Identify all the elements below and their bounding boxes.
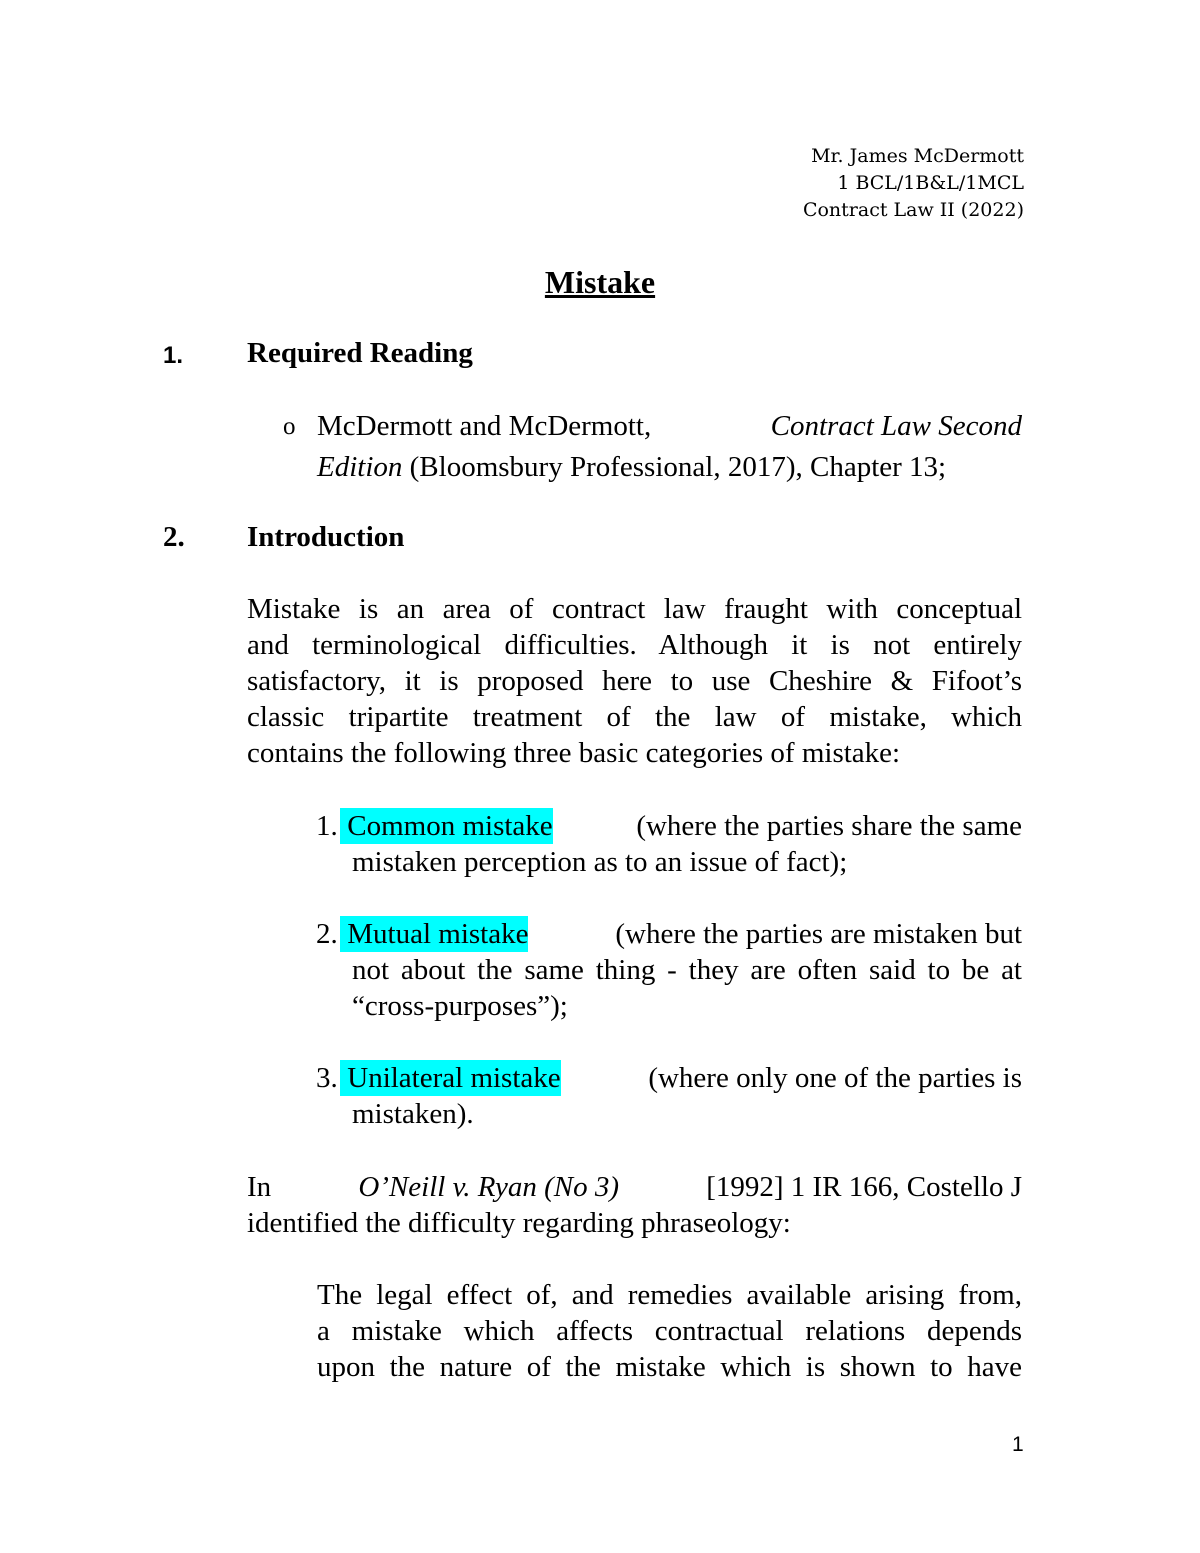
category-number: 2. xyxy=(316,918,338,950)
category-term: Unilateral mistake xyxy=(340,1060,561,1096)
category-line xyxy=(340,1060,1022,1096)
intro-line: satisfactory, it is proposed here to use Cheshire & Fifoot’s xyxy=(247,665,1022,697)
case-citation: [1992] 1 IR 166, Costello J xyxy=(706,1171,1022,1203)
category-continuation: not about the same thing - they are often said to be at xyxy=(352,954,1022,986)
reading-authors: McDermott and McDermott, xyxy=(317,410,652,442)
reading-book-edition: Edition xyxy=(317,451,403,483)
category-line xyxy=(340,916,1022,952)
intro-line: Mistake is an area of contract law fraught with conceptual xyxy=(247,593,1022,625)
section-1-title: Required Reading xyxy=(247,337,473,369)
category-line xyxy=(340,808,1022,844)
case-line-1 xyxy=(247,1169,1022,1205)
intro-line: classic tripartite treatment of the law of mistake, which xyxy=(247,701,1022,733)
category-number: 1. xyxy=(316,810,338,842)
page-title: Mistake xyxy=(544,264,656,300)
category-continuation: “cross-purposes”); xyxy=(352,990,568,1022)
section-2-title: Introduction xyxy=(247,521,405,553)
category-continuation: mistaken perception as to an issue of fact); xyxy=(352,846,848,878)
intro-line: contains the following three basic categories of mistake: xyxy=(247,737,901,769)
header-module: Contract Law II (2022) xyxy=(802,199,1024,221)
section-2-number: 2. xyxy=(163,521,185,553)
category-description: (where the parties share the same xyxy=(636,810,1022,842)
reading-book-title: Contract Law Second xyxy=(770,410,1022,442)
quote-line: The legal effect of, and remedies available arising from, xyxy=(317,1279,1022,1311)
category-term: Common mistake xyxy=(340,808,553,844)
document-header xyxy=(803,143,1024,224)
category-description: (where the parties are mistaken but xyxy=(615,918,1022,950)
category-continuation: mistaken). xyxy=(352,1098,474,1130)
quote-line: upon the nature of the mistake which is shown to have xyxy=(317,1351,1022,1383)
reading-line-2 xyxy=(317,449,946,485)
category-number: 3. xyxy=(316,1062,338,1094)
reading-line-1 xyxy=(317,408,1022,444)
header-author: Mr. James McDermott xyxy=(811,145,1024,167)
category-description: (where only one of the parties is xyxy=(648,1062,1022,1094)
quote-line: a mistake which affects contractual relations depends xyxy=(317,1315,1022,1347)
header-course: 1 BCL/1B&L/1MCL xyxy=(837,172,1024,194)
case-in: In xyxy=(247,1171,272,1203)
category-term: Mutual mistake xyxy=(340,916,528,952)
case-line-2: identified the difficulty regarding phraseology: xyxy=(247,1207,791,1239)
case-name: O’Neill v. Ryan (No 3) xyxy=(358,1171,620,1203)
reading-publisher: (Bloomsbury Professional, 2017), Chapter 13; xyxy=(409,451,947,483)
bullet-icon: o xyxy=(283,413,296,440)
intro-line: and terminological difficulties. Although it is not entirely xyxy=(247,629,1022,661)
section-1-number: 1. xyxy=(163,342,184,369)
page-number: 1 xyxy=(1012,1433,1024,1456)
